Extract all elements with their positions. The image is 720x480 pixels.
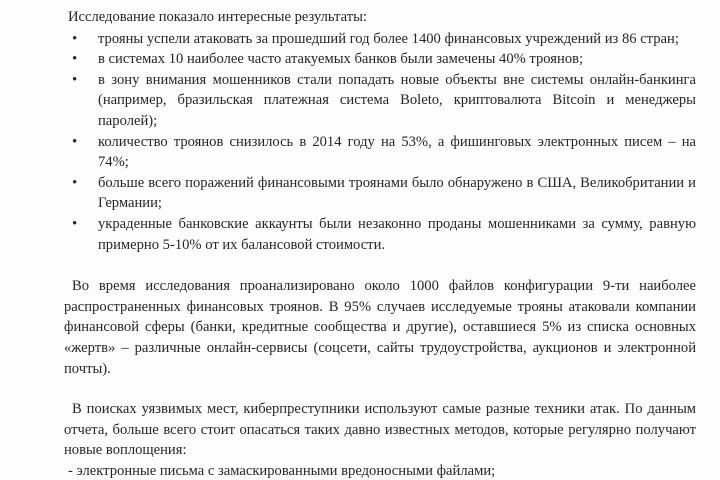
- list-item: • количество троянов снизилось в 2014 году на 53%, а фишинговых электронных писем – на 74%;: [64, 132, 696, 173]
- technique-item: - электронные письма с замаскированными вредоносными файлами;: [68, 462, 496, 479]
- intro-line: Исследование показало интересные результаты:: [68, 9, 367, 25]
- techniques-paragraph: В поисках уязвимых мест, киберпреступники используют самые разные техники атак. По данным отчета, больше всего стоит опасаться таких давно известных методов, которые регулярно получают новые воплощения:: [64, 401, 696, 459]
- list-item: • больше всего поражений финансовыми троянами было обнаружено в США, Великобритании и Германии;: [64, 173, 696, 214]
- list-item: • трояны успели атаковать за прошедший год более 1400 финансовых учреждений из 86 стран;: [64, 29, 696, 50]
- list-item: • в системах 10 наиболее часто атакуемых банков были замечены 40% троянов;: [64, 49, 696, 70]
- research-paragraph: Во время исследования проанализировано около 1000 файлов конфигурации 9-ти наиболее распространенных финансовых троянов. В 95% случаев исследуемые трояны атаковали компании финансовой сферы (банки, кредитные сообщества и другие), оставшиеся 5% из списка основных «жертв» – различные онлайн-сервисы (соцсети, сайты трудоустройства, аукционов и электронной почты).: [64, 278, 696, 377]
- list-item: • в зону внимания мошенников стали попадать новые объекты вне системы онлайн-банкинга (например, бразильская платежная система Boleto, криптовалюта Bitcoin и менеджеры паролей);: [64, 70, 696, 132]
- findings-list: [64, 29, 696, 256]
- list-item: • украденные банковские аккаунты были незаконно проданы мошенниками за сумму, равную примерно 5-10% от их балансовой стоимости.: [64, 214, 696, 255]
